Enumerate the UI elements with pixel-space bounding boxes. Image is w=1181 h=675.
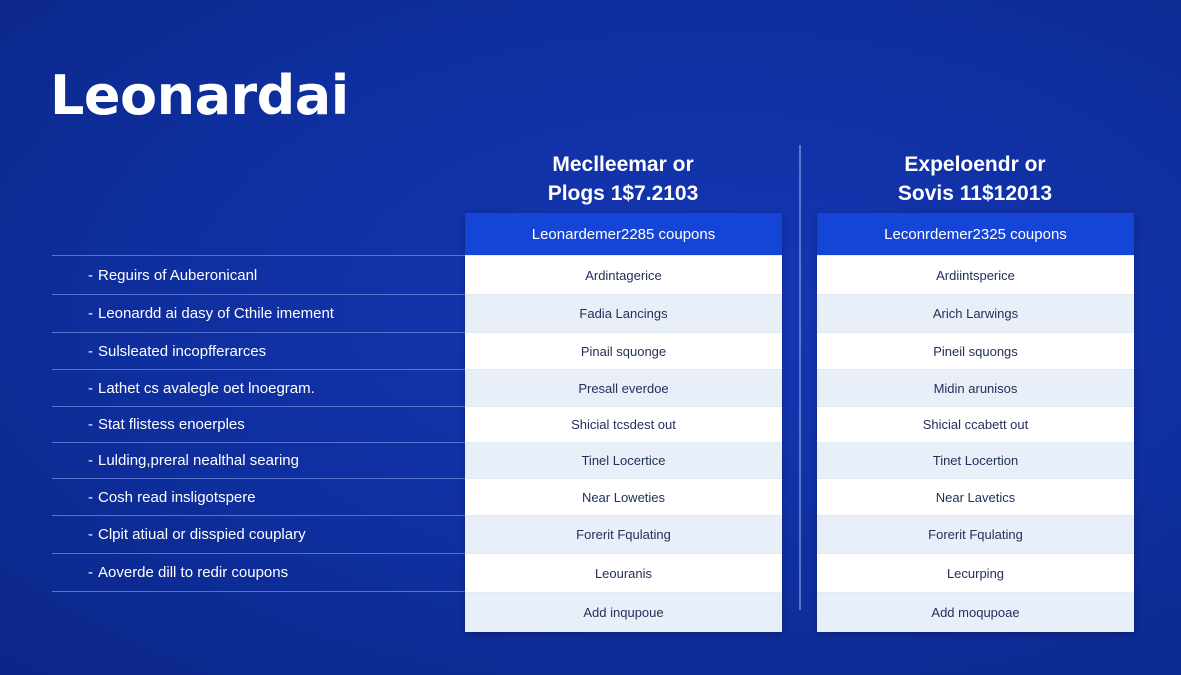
table-cell: Add moqupoae <box>817 592 1134 632</box>
feature-row <box>52 332 466 369</box>
column-divider <box>799 145 801 610</box>
column-heading-left-title: Meclleemar or <box>552 153 694 176</box>
column-heading-right-price: Sovis 11$12013 <box>897 182 1053 205</box>
feature-bullet: - <box>88 564 93 581</box>
column-heading-left <box>465 150 781 208</box>
table-cell: Near Lavetics <box>817 478 1134 515</box>
table-cell: Add inqupoue <box>465 592 782 632</box>
table-cell: Tinet Locertion <box>817 442 1134 478</box>
column-heading-right-title: Expeloendr or <box>904 153 1046 176</box>
table-cell: Ardintagerice <box>465 255 782 294</box>
feature-label: Clpit atiual or disspied couplary <box>98 526 306 543</box>
feature-label: Reguirs of Auberonicanl <box>98 266 258 284</box>
feature-row <box>52 442 466 478</box>
feature-bullet: - <box>88 305 93 322</box>
table-cell: Fadia Lancings <box>465 294 782 332</box>
feature-bullet: - <box>88 416 93 433</box>
table-cell: Forerit Fqulating <box>817 515 1134 553</box>
feature-row <box>52 369 466 406</box>
comparison-table-left <box>465 213 782 632</box>
table-cell: Shicial tcsdest out <box>465 406 782 442</box>
feature-row <box>52 294 466 332</box>
feature-bullet: - <box>88 452 93 469</box>
feature-row <box>52 515 466 553</box>
feature-bullet: - <box>88 526 93 543</box>
table-header: Leconrdemer2325 coupons <box>817 213 1134 255</box>
table-cell: Pineil squongs <box>817 332 1134 369</box>
table-cell: Lecurping <box>817 553 1134 592</box>
brand-logo: Leonardai <box>50 64 349 127</box>
feature-bullet: - <box>88 379 93 397</box>
table-cell: Pinail squonge <box>465 332 782 369</box>
feature-label: Sulsleated incopfferarces <box>98 342 267 360</box>
table-cell: Near Loweties <box>465 478 782 515</box>
table-cell: Presall everdoe <box>465 369 782 406</box>
table-cell: Forerit Fqulating <box>465 515 782 553</box>
column-heading-right <box>817 150 1133 208</box>
comparison-table-right <box>817 213 1134 632</box>
table-cell: Leouranis <box>465 553 782 592</box>
feature-list <box>52 255 466 592</box>
feature-label: Aoverde dill to redir coupons <box>98 564 289 581</box>
feature-bullet: - <box>88 266 93 284</box>
feature-label: Leonardd ai dasy of Cthile imement <box>98 305 334 322</box>
feature-row <box>52 255 466 294</box>
feature-row <box>52 406 466 442</box>
feature-label: Cosh read insligotspere <box>98 488 256 506</box>
table-header: Leonardemer2285 coupons <box>465 213 782 255</box>
table-cell: Arich Larwings <box>817 294 1134 332</box>
table-cell: Tinel Locertice <box>465 442 782 478</box>
feature-label: Stat flistess enoerples <box>98 416 245 433</box>
table-cell: Ardiintsperice <box>817 255 1134 294</box>
feature-row <box>52 553 466 592</box>
column-heading-left-price: Plogs 1$7.2103 <box>547 182 699 205</box>
feature-bullet: - <box>88 488 93 506</box>
table-cell: Shicial ccabett out <box>817 406 1134 442</box>
feature-row <box>52 478 466 515</box>
table-cell: Midin arunisos <box>817 369 1134 406</box>
feature-label: Lathet cs avalegle oet lnoegram. <box>98 379 315 397</box>
feature-label: Lulding,preral nealthal searing <box>98 452 299 469</box>
feature-bullet: - <box>88 342 93 360</box>
